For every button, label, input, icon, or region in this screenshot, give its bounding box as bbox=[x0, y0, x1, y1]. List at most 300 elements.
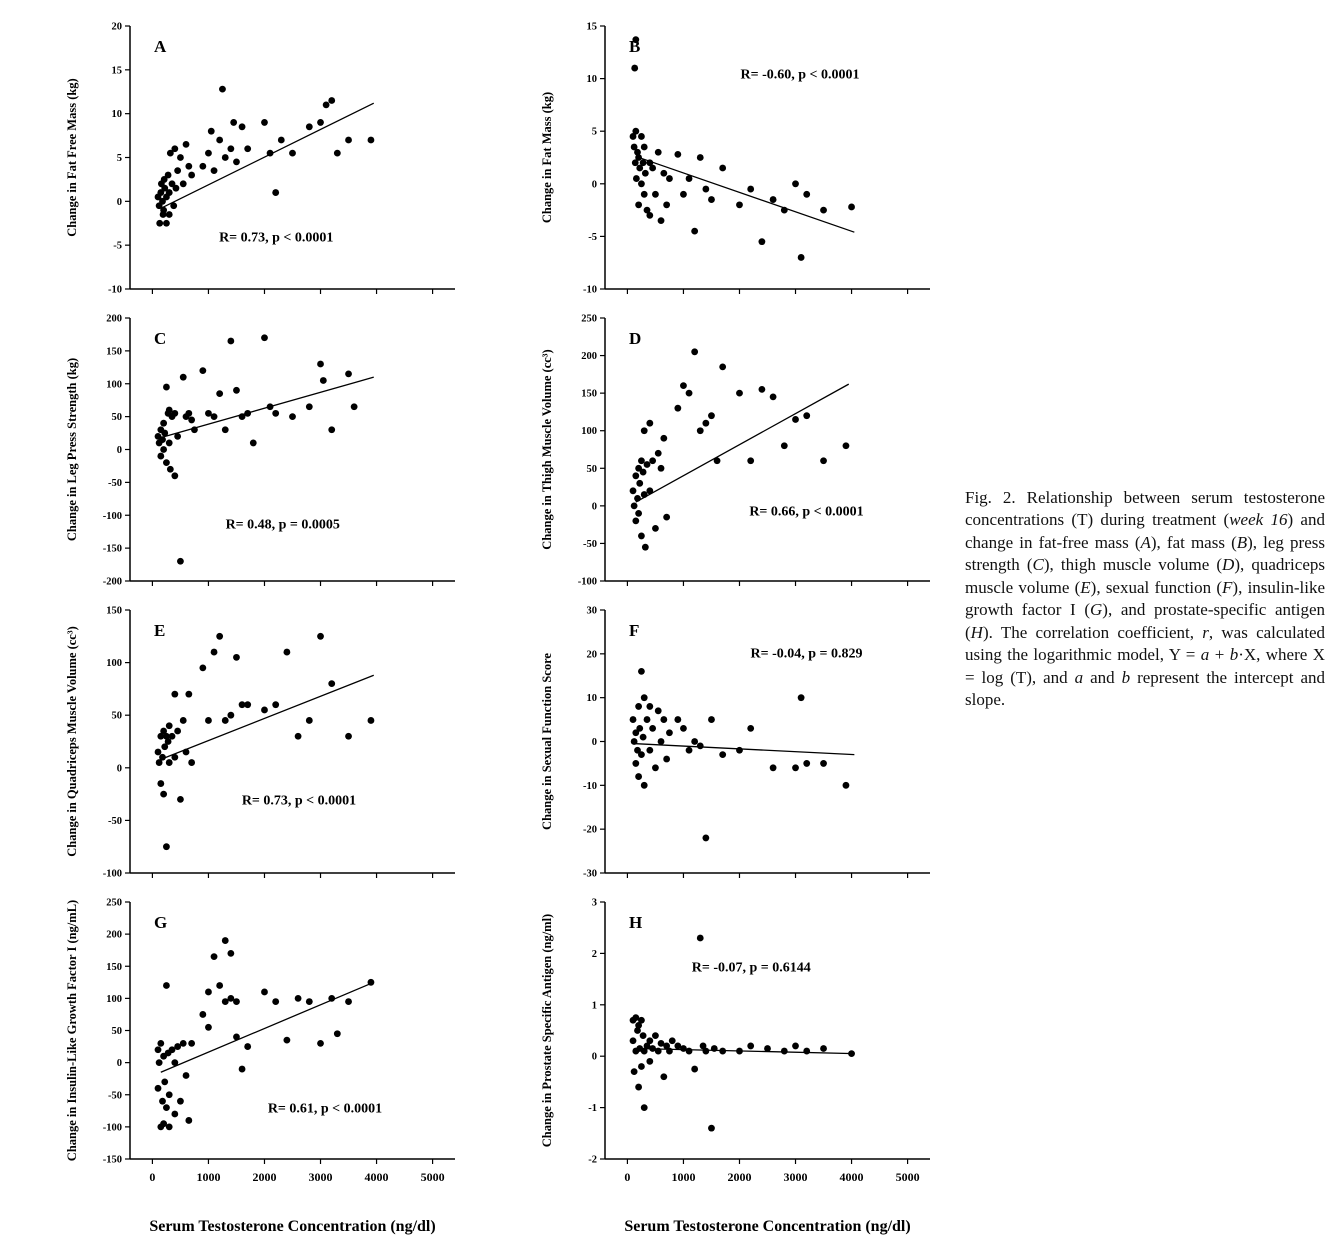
y-tick-label: 150 bbox=[581, 388, 597, 400]
data-point bbox=[646, 487, 653, 494]
data-point bbox=[261, 989, 268, 996]
caption-segment: C bbox=[1032, 555, 1044, 575]
data-point bbox=[157, 453, 164, 460]
data-point bbox=[188, 172, 195, 179]
x-tick-label: 3000 bbox=[308, 1170, 333, 1184]
data-point bbox=[638, 133, 645, 140]
data-point bbox=[171, 1059, 178, 1066]
data-point bbox=[638, 180, 645, 187]
data-point bbox=[674, 405, 681, 412]
y-axis-label: Change in Fat Mass (kg) bbox=[540, 91, 554, 224]
data-point bbox=[655, 707, 662, 714]
panel-letter: D bbox=[629, 329, 642, 348]
y-tick-label: 1 bbox=[591, 1000, 597, 1012]
caption-segment: ) and change in fat-free mass ( bbox=[965, 510, 1325, 552]
data-point bbox=[803, 191, 810, 198]
data-point bbox=[227, 338, 234, 345]
data-point bbox=[848, 204, 855, 211]
data-point bbox=[764, 1045, 771, 1052]
data-point bbox=[283, 649, 290, 656]
data-point bbox=[634, 495, 641, 502]
caption-segment: Fig. 2. Relationship between serum testosterone concentrations (T) during treatment ( bbox=[965, 488, 1325, 530]
data-point bbox=[843, 442, 850, 449]
trend-line bbox=[161, 103, 374, 208]
data-point bbox=[216, 633, 223, 640]
y-tick-label: 100 bbox=[106, 379, 122, 391]
data-point bbox=[638, 457, 645, 464]
y-tick-label: 250 bbox=[581, 313, 597, 325]
data-point bbox=[156, 220, 163, 227]
data-point bbox=[697, 742, 704, 749]
scatter-plot-E bbox=[60, 596, 480, 883]
data-point bbox=[632, 472, 639, 479]
data-point bbox=[180, 180, 187, 187]
data-point bbox=[233, 1034, 240, 1041]
data-point bbox=[674, 716, 681, 723]
panel-letter: B bbox=[629, 37, 641, 56]
data-point bbox=[216, 137, 223, 144]
y-tick-label: 150 bbox=[106, 346, 122, 358]
data-point bbox=[272, 189, 279, 196]
data-point bbox=[317, 633, 324, 640]
data-point bbox=[747, 725, 754, 732]
trend-line bbox=[161, 982, 374, 1072]
data-point bbox=[230, 119, 237, 126]
y-tick-label: 15 bbox=[586, 21, 597, 33]
data-point bbox=[697, 154, 704, 161]
caption-segment: represent the intercept and slope. bbox=[965, 667, 1326, 709]
data-point bbox=[244, 410, 251, 417]
scatter-plot-G bbox=[60, 888, 480, 1205]
data-point bbox=[267, 150, 274, 157]
y-tick-label: 2 bbox=[591, 948, 597, 960]
data-point bbox=[655, 149, 662, 156]
data-point bbox=[334, 1030, 341, 1037]
data-point bbox=[185, 1117, 192, 1124]
data-point bbox=[631, 1068, 638, 1075]
data-point bbox=[233, 998, 240, 1005]
data-point bbox=[820, 457, 827, 464]
y-tick-label: 50 bbox=[586, 463, 597, 475]
data-point bbox=[250, 440, 257, 447]
data-point bbox=[219, 86, 226, 93]
y-tick-label: 0 bbox=[591, 1051, 597, 1063]
data-point bbox=[320, 377, 327, 384]
data-point bbox=[239, 123, 246, 130]
scatter-panel-C bbox=[60, 304, 535, 596]
data-point bbox=[736, 201, 743, 208]
data-point bbox=[820, 207, 827, 214]
data-point bbox=[655, 450, 662, 457]
data-point bbox=[702, 186, 709, 193]
data-point bbox=[222, 937, 229, 944]
data-point bbox=[306, 998, 313, 1005]
data-point bbox=[697, 427, 704, 434]
y-tick-label: 10 bbox=[111, 109, 122, 121]
data-point bbox=[711, 1045, 718, 1052]
y-axis-label: Change in Leg Press Strength (kg) bbox=[65, 357, 79, 542]
y-tick-label: 5 bbox=[116, 153, 122, 164]
data-point bbox=[770, 394, 777, 401]
data-point bbox=[635, 201, 642, 208]
data-point bbox=[272, 410, 279, 417]
data-point bbox=[323, 102, 330, 109]
data-point bbox=[638, 1017, 645, 1024]
correlation-annotation: R= 0.48, p = 0.0005 bbox=[225, 517, 340, 533]
data-point bbox=[185, 410, 192, 417]
data-point bbox=[160, 791, 167, 798]
data-point bbox=[239, 1066, 246, 1073]
data-point bbox=[227, 950, 234, 957]
data-point bbox=[686, 390, 693, 397]
y-tick-label: -20 bbox=[583, 824, 597, 836]
data-point bbox=[658, 738, 665, 745]
data-point bbox=[636, 480, 643, 487]
data-point bbox=[691, 738, 698, 745]
data-point bbox=[638, 751, 645, 758]
data-point bbox=[155, 749, 162, 756]
trend-line bbox=[636, 744, 855, 755]
caption-segment: ), leg press strength ( bbox=[965, 532, 1325, 575]
data-point bbox=[267, 403, 274, 410]
data-point bbox=[199, 664, 206, 671]
data-point bbox=[233, 158, 240, 165]
y-tick-label: -5 bbox=[113, 240, 122, 252]
y-tick-label: -10 bbox=[583, 284, 597, 296]
data-point bbox=[803, 1048, 810, 1055]
y-tick-label: -200 bbox=[102, 576, 122, 588]
data-point bbox=[719, 751, 726, 758]
data-point bbox=[183, 141, 190, 148]
y-tick-label: 200 bbox=[581, 351, 597, 363]
data-point bbox=[803, 760, 810, 767]
y-tick-label: 150 bbox=[106, 605, 122, 617]
data-point bbox=[188, 759, 195, 766]
data-point bbox=[199, 1011, 206, 1018]
panel-grid bbox=[60, 12, 1010, 1236]
data-point bbox=[674, 151, 681, 158]
data-point bbox=[798, 254, 805, 261]
y-tick-label: 200 bbox=[106, 929, 122, 941]
y-tick-label: -10 bbox=[108, 284, 122, 296]
data-point bbox=[368, 137, 375, 144]
y-axis-label: Change in Sexual Function Score bbox=[540, 653, 554, 830]
data-point bbox=[632, 760, 639, 767]
data-point bbox=[635, 703, 642, 710]
y-tick-label: 200 bbox=[106, 313, 122, 325]
data-point bbox=[161, 1079, 168, 1086]
data-point bbox=[691, 348, 698, 355]
data-point bbox=[666, 1048, 673, 1055]
data-point bbox=[719, 1048, 726, 1055]
y-axis-label: Change in Thigh Muscle Volume (cc³) bbox=[540, 349, 554, 550]
y-tick-label: -100 bbox=[102, 1122, 122, 1134]
caption-segment: A bbox=[1140, 532, 1151, 552]
caption-segment: ). The correlation coefficient, bbox=[982, 622, 1203, 642]
y-tick-label: -50 bbox=[108, 477, 122, 489]
data-point bbox=[691, 1066, 698, 1073]
x-tick-label: 0 bbox=[624, 1170, 631, 1184]
y-tick-label: 0 bbox=[591, 501, 597, 513]
y-tick-label: -100 bbox=[577, 576, 597, 588]
x-tick-label: 2000 bbox=[252, 1170, 277, 1184]
data-point bbox=[169, 733, 176, 740]
x-tick-label: 4000 bbox=[364, 1170, 389, 1184]
data-point bbox=[652, 525, 659, 532]
data-point bbox=[635, 510, 642, 517]
data-point bbox=[160, 446, 167, 453]
data-point bbox=[183, 749, 190, 756]
data-point bbox=[669, 1037, 676, 1044]
data-point bbox=[642, 170, 649, 177]
scatter-plot-F bbox=[535, 596, 955, 883]
correlation-annotation: R= 0.66, p < 0.0001 bbox=[749, 504, 864, 520]
y-tick-label: 0 bbox=[116, 1058, 122, 1070]
data-point bbox=[163, 843, 170, 850]
data-point bbox=[188, 1040, 195, 1047]
data-point bbox=[166, 211, 173, 218]
data-point bbox=[781, 207, 788, 214]
data-point bbox=[306, 123, 313, 130]
data-point bbox=[163, 220, 170, 227]
scatter-plot-D bbox=[535, 304, 955, 591]
data-point bbox=[185, 691, 192, 698]
caption-segment: ), quadriceps muscle volume ( bbox=[965, 555, 1325, 597]
scatter-panel-B bbox=[535, 12, 1010, 304]
data-point bbox=[188, 417, 195, 424]
data-point bbox=[758, 386, 765, 393]
data-point bbox=[792, 180, 799, 187]
data-point bbox=[272, 998, 279, 1005]
data-point bbox=[163, 982, 170, 989]
y-tick-label: 100 bbox=[106, 993, 122, 1005]
data-point bbox=[646, 747, 653, 754]
data-point bbox=[638, 1063, 645, 1070]
data-point bbox=[171, 410, 178, 417]
data-point bbox=[708, 412, 715, 419]
data-point bbox=[708, 716, 715, 723]
data-point bbox=[758, 238, 765, 245]
data-point bbox=[702, 420, 709, 427]
caption-segment: ), insulin-like growth factor I ( bbox=[965, 577, 1326, 620]
data-point bbox=[747, 457, 754, 464]
y-tick-label: -150 bbox=[102, 1154, 122, 1166]
data-point bbox=[638, 533, 645, 540]
data-point bbox=[171, 1111, 178, 1118]
data-point bbox=[663, 201, 670, 208]
data-point bbox=[233, 387, 240, 394]
data-point bbox=[216, 390, 223, 397]
data-point bbox=[736, 390, 743, 397]
y-tick-label: 5 bbox=[591, 126, 597, 138]
data-point bbox=[345, 370, 352, 377]
data-point bbox=[345, 137, 352, 144]
data-point bbox=[792, 764, 799, 771]
data-point bbox=[163, 459, 170, 466]
correlation-annotation: R= 0.73, p < 0.0001 bbox=[241, 793, 357, 809]
y-tick-label: -50 bbox=[583, 538, 597, 550]
data-point bbox=[770, 196, 777, 203]
data-point bbox=[205, 1024, 212, 1031]
data-point bbox=[660, 435, 667, 442]
y-tick-label: 3 bbox=[591, 897, 597, 909]
y-tick-label: 0 bbox=[116, 763, 122, 775]
data-point bbox=[368, 979, 375, 986]
data-point bbox=[631, 738, 638, 745]
panel-letter: C bbox=[154, 329, 167, 348]
data-point bbox=[227, 712, 234, 719]
data-point bbox=[199, 163, 206, 170]
scatter-panel-F bbox=[535, 596, 1010, 888]
data-point bbox=[166, 722, 173, 729]
data-point bbox=[631, 502, 638, 509]
y-tick-label: 0 bbox=[591, 179, 597, 191]
data-point bbox=[691, 228, 698, 235]
data-point bbox=[680, 191, 687, 198]
data-point bbox=[351, 403, 358, 410]
data-point bbox=[244, 701, 251, 708]
y-tick-label: -1 bbox=[588, 1103, 597, 1115]
y-tick-label: 100 bbox=[106, 658, 122, 670]
scatter-plot-H bbox=[535, 888, 955, 1205]
data-point bbox=[646, 420, 653, 427]
caption-segment: a bbox=[1200, 645, 1210, 665]
y-tick-label: -50 bbox=[108, 815, 122, 827]
data-point bbox=[658, 217, 665, 224]
scatter-plot-B bbox=[535, 12, 955, 299]
correlation-annotation: R= -0.60, p < 0.0001 bbox=[740, 67, 860, 83]
data-point bbox=[180, 374, 187, 381]
data-point bbox=[630, 716, 637, 723]
data-point bbox=[641, 694, 648, 701]
data-point bbox=[211, 413, 218, 420]
caption-segment: ), sexual function ( bbox=[1090, 577, 1223, 597]
data-point bbox=[163, 1104, 170, 1111]
y-axis-label: Change in Insulin-Like Growth Factor I (ng/mL) bbox=[65, 899, 79, 1162]
data-point bbox=[272, 701, 279, 708]
x-axis-title-right: Serum Testosterone Concentration (ng/dl) bbox=[624, 1218, 911, 1235]
y-tick-label: 0 bbox=[591, 737, 597, 748]
caption-segment: D bbox=[1222, 555, 1235, 575]
y-tick-label: -100 bbox=[102, 868, 122, 880]
data-point bbox=[708, 196, 715, 203]
data-point bbox=[641, 491, 648, 498]
y-axis-label: Change in Fat Free Mass (kg) bbox=[65, 78, 79, 237]
data-point bbox=[191, 426, 198, 433]
panel-letter: F bbox=[629, 621, 640, 640]
data-point bbox=[174, 167, 181, 174]
y-tick-label: 20 bbox=[111, 21, 122, 33]
data-point bbox=[652, 764, 659, 771]
data-point bbox=[820, 1045, 827, 1052]
data-point bbox=[159, 1098, 166, 1105]
data-point bbox=[306, 717, 313, 724]
data-point bbox=[163, 384, 170, 391]
data-point bbox=[222, 717, 229, 724]
data-point bbox=[798, 694, 805, 701]
data-point bbox=[165, 172, 172, 179]
y-tick-label: -5 bbox=[588, 231, 597, 243]
correlation-annotation: R= 0.61, p < 0.0001 bbox=[267, 1101, 383, 1117]
data-point bbox=[820, 760, 827, 767]
data-point bbox=[205, 989, 212, 996]
caption-segment: ), and prostate-specific antigen ( bbox=[965, 600, 1326, 642]
trend-line bbox=[161, 675, 374, 759]
data-point bbox=[680, 382, 687, 389]
caption-segment: , was calculated using the logarithmic model, Y = bbox=[965, 622, 1325, 665]
caption-segment: B bbox=[1236, 532, 1248, 552]
data-point bbox=[644, 716, 651, 723]
data-point bbox=[166, 759, 173, 766]
panel-letter: A bbox=[154, 37, 167, 56]
data-point bbox=[227, 145, 234, 152]
data-point bbox=[655, 1048, 662, 1055]
data-point bbox=[652, 191, 659, 198]
data-point bbox=[649, 457, 656, 464]
data-point bbox=[660, 716, 667, 723]
data-point bbox=[177, 154, 184, 161]
data-point bbox=[686, 1048, 693, 1055]
data-point bbox=[205, 717, 212, 724]
data-point bbox=[328, 426, 335, 433]
data-point bbox=[641, 427, 648, 434]
data-point bbox=[171, 754, 178, 761]
x-tick-label: 5000 bbox=[895, 1170, 920, 1184]
y-tick-label: 30 bbox=[586, 605, 597, 617]
data-point bbox=[166, 440, 173, 447]
data-point bbox=[211, 649, 218, 656]
data-point bbox=[649, 165, 656, 172]
data-point bbox=[328, 680, 335, 687]
scatter-plot-A bbox=[60, 12, 480, 299]
data-point bbox=[635, 1084, 642, 1091]
data-point bbox=[180, 717, 187, 724]
scatter-panel-H bbox=[535, 888, 1010, 1210]
data-point bbox=[177, 796, 184, 803]
data-point bbox=[719, 165, 726, 172]
data-point bbox=[633, 175, 640, 182]
data-point bbox=[317, 361, 324, 368]
caption-segment: week 16 bbox=[1229, 510, 1288, 530]
data-point bbox=[770, 764, 777, 771]
data-point bbox=[345, 733, 352, 740]
data-point bbox=[334, 150, 341, 157]
data-point bbox=[638, 668, 645, 675]
data-point bbox=[702, 835, 709, 842]
correlation-annotation: R= 0.73, p < 0.0001 bbox=[219, 230, 334, 246]
data-point bbox=[663, 514, 670, 521]
x-tick-label: 5000 bbox=[420, 1170, 445, 1184]
y-tick-label: 250 bbox=[106, 897, 122, 909]
data-point bbox=[161, 430, 168, 437]
data-point bbox=[160, 420, 167, 427]
x-tick-label: 0 bbox=[149, 1170, 156, 1184]
x-tick-label: 3000 bbox=[783, 1170, 808, 1184]
data-point bbox=[278, 137, 285, 144]
trend-line bbox=[636, 384, 849, 502]
caption-segment: ), thigh muscle volume ( bbox=[1043, 555, 1223, 575]
scatter-panel-D bbox=[535, 304, 1010, 596]
data-point bbox=[714, 457, 721, 464]
data-point bbox=[686, 175, 693, 182]
data-point bbox=[719, 363, 726, 370]
panel-letter: H bbox=[629, 913, 643, 932]
data-point bbox=[171, 145, 178, 152]
caption-segment: and bbox=[1083, 667, 1122, 687]
data-point bbox=[658, 465, 665, 472]
data-point bbox=[171, 472, 178, 479]
y-tick-label: -2 bbox=[588, 1154, 597, 1166]
